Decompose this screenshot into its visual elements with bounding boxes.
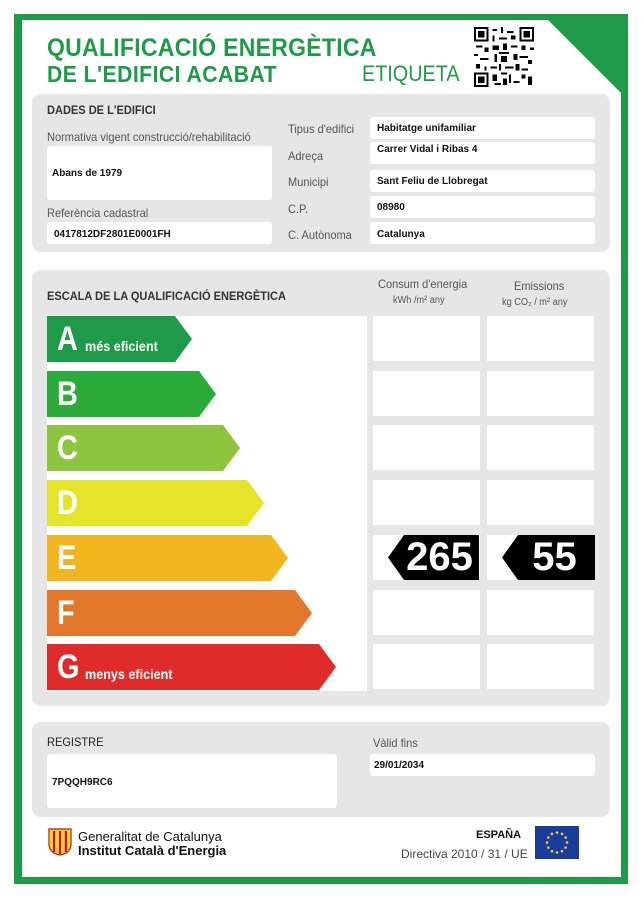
band-letter: G [57,648,80,686]
valid-label: Vàlid fins [373,736,418,750]
emissions-cell [487,480,594,525]
consum-value: 265 [406,535,473,579]
band-d [47,480,264,526]
band-e [47,535,288,581]
valid-value: 29/01/2034 [374,760,425,771]
scale-section-title: ESCALA DE LA QUALIFICACIÓ ENERGÈTICA [47,289,286,303]
ref-cadastral-label: Referència cadastral [47,206,149,220]
title-line2: DE L'EDIFICI ACABAT [47,61,278,87]
directive-label: Directiva 2010 / 31 / UE [401,847,528,861]
corner-fold [548,20,622,94]
band-letter: F [57,594,75,632]
etiqueta-label: ETIQUETA [362,61,460,86]
comunitat-value: Catalunya [377,229,425,240]
emissions-cell [487,371,594,416]
municipi-value: Sant Feliu de Llobregat [377,176,488,187]
org-line1: Generalitat de Catalunya [78,829,222,844]
normativa-label: Normativa vigent construcció/rehabilitació [47,130,251,144]
emissions-title: Emissions [514,279,565,293]
registre-title: REGISTRE [47,735,104,749]
emissions-cell [487,316,594,361]
consum-cell [373,480,480,525]
tipus-value: Habitatge unifamiliar [377,123,476,134]
country-label: ESPAÑA [476,829,522,841]
band-b [47,371,216,417]
band-f [47,590,312,636]
building-section-title: DADES DE L'EDIFICI [47,103,156,117]
municipi-label: Municipi [288,175,329,189]
band-letter: E [57,539,77,577]
eu-flag-icon [535,826,579,859]
emissions-value: 55 [532,535,577,579]
band-arrow-d [47,480,264,526]
consum-title: Consum d'energia [378,277,468,291]
consum-cell [373,644,480,689]
band-letter: C [57,429,78,467]
consum-unit: kWh /m² any [393,295,445,306]
cp-label: C.P. [288,202,309,216]
emissions-cell [487,590,594,635]
registre-value: 7PQQH9RC6 [52,777,113,788]
band-letter: A [57,320,78,358]
band-g [47,644,336,690]
ref-cadastral-value: 0417812DF2801E0001FH [54,229,171,240]
band-c [47,425,240,471]
consum-cell [373,371,480,416]
band-arrow-e [47,535,288,581]
org-line2: Institut Català d'Energia [78,843,227,858]
band-letter: D [57,484,78,522]
qr-code-icon[interactable] [474,27,534,87]
tipus-label: Tipus d'edifici [288,122,355,136]
emissions-unit: kg CO₂ / m² any [502,297,568,308]
adreca-value: Carrer Vidal i Ribas 4 [377,144,478,155]
comunitat-label: C. Autònoma [288,228,352,242]
band-letter: B [57,375,78,413]
emissions-cell [487,425,594,470]
cp-value: 08980 [377,202,405,213]
normativa-value: Abans de 1979 [52,168,123,179]
band-a [47,316,192,362]
emissions-cell [487,644,594,689]
band-arrow-f [47,590,312,636]
adreca-label: Adreça [288,149,323,163]
band-caption: més eficient [85,338,158,354]
consum-cell [373,590,480,635]
consum-cell [373,425,480,470]
band-caption: menys eficient [85,666,173,682]
generalitat-logo-icon [48,828,72,856]
consum-cell [373,316,480,361]
title-line1: QUALIFICACIÓ ENERGÈTICA [47,34,377,62]
